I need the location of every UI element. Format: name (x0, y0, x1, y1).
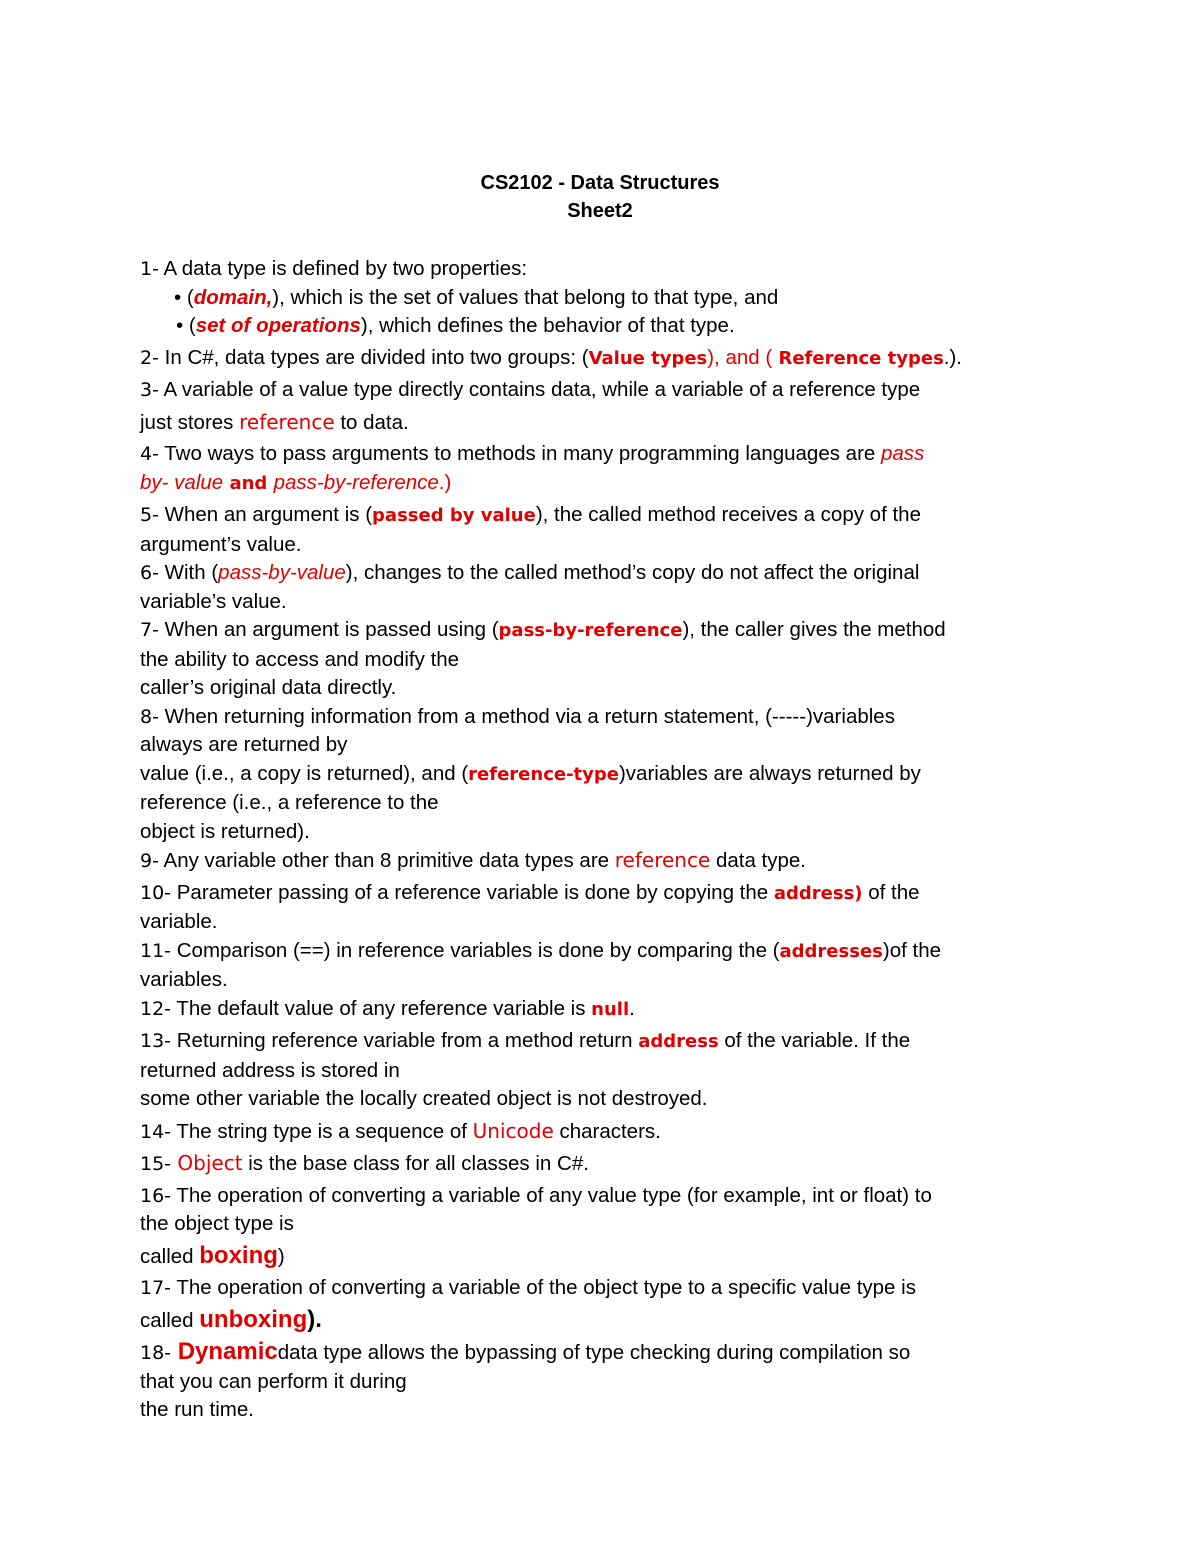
question-7-line-2: the ability to access and modify the (140, 647, 460, 671)
question-9: 9- Any variable other than 8 primitive data types are reference data type. (140, 848, 806, 872)
question-8-line-5: object is returned). (140, 819, 310, 843)
question-list (140, 255, 1060, 1425)
question-18: 18- Dynamicdata type allows the bypassing of type checking during compilation so (140, 1338, 911, 1365)
question-8-line-3: value (i.e., a copy is returned), and (reference-type)variables are always returned by (140, 761, 921, 785)
question-6-line-2: variable’s value. (140, 589, 287, 613)
answer-passed-by-value: passed by value (372, 505, 536, 526)
question-15: 15- Object is the base class for all classes in C#. (140, 1151, 589, 1175)
answer-reference-data-type: reference (614, 848, 711, 872)
answer-null: null (591, 998, 630, 1020)
answer-boxing: boxing (199, 1241, 278, 1269)
answer-set-of-operations: set of operations (195, 314, 361, 337)
question-5-line-2: argument’s value. (140, 532, 302, 556)
question-1-bullet-2: • (set of operations), which defines the behavior of that type. (176, 314, 735, 337)
question-16-line-2: the object type is (140, 1212, 294, 1235)
question-16: 16- The operation of converting a variable of any value type (for example, int or float) to (140, 1183, 932, 1207)
answer-reference: reference (239, 409, 335, 434)
question-17-line-2: called unboxing). (140, 1305, 322, 1333)
answer-domain: domain, (193, 285, 273, 309)
answer-address-2: address (638, 1031, 719, 1052)
question-8-line-4: reference (i.e., a reference to the (140, 791, 439, 814)
answer-pass-by-reference-2: pass-by-reference (498, 620, 683, 641)
question-4-line-2: by- value and pass-by-reference.) (140, 470, 452, 494)
question-5: 5- When an argument is (passed by value), the called method receives a copy of the (140, 503, 921, 526)
answer-address: address) (773, 882, 863, 904)
document-title: CS2102 - Data Structures (480, 172, 720, 194)
question-1-bullet-1: • (domain,), which is the set of values that belong to that type, and (174, 285, 779, 309)
question-7: 7- When an argument is passed using (pass-by-reference), the caller gives the method (140, 618, 946, 641)
answer-value-types: Value types (588, 347, 708, 369)
question-12: 12- The default value of any reference variable is null. (140, 996, 635, 1020)
answer-pass-by-value: pass (881, 442, 925, 465)
question-1: 1- A data type is defined by two properties: (140, 257, 528, 280)
question-14: 14- The string type is a sequence of Unicode characters. (140, 1118, 661, 1143)
question-6: 6- With (pass-by-value), changes to the called method’s copy do not affect the original (140, 561, 920, 584)
question-11: 11- Comparison (==) in reference variables is done by comparing the (addresses)of the (140, 938, 941, 962)
question-13-line-2: returned address is stored in (140, 1058, 400, 1082)
question-3: 3- A variable of a value type directly contains data, while a variable of a reference type (140, 378, 921, 401)
answer-unicode: Unicode (472, 1118, 554, 1143)
question-13: 13- Returning reference variable from a method return address of the variable. If the (140, 1029, 911, 1052)
question-16-line-3: called boxing) (140, 1241, 285, 1269)
answer-dynamic: Dynamic (171, 1338, 278, 1365)
answer-reference-type: reference-type (468, 763, 619, 785)
question-18-line-2: that you can perform it during (140, 1369, 407, 1393)
answer-addresses: addresses (779, 940, 883, 962)
question-7-line-3: caller’s original data directly. (140, 676, 397, 699)
question-3-line-2: just stores reference to data. (140, 409, 409, 434)
question-8: 8- When returning information from a method via a return statement, (-----)variables (140, 704, 895, 728)
question-4: 4- Two ways to pass arguments to methods in many programming languages are pass (140, 442, 925, 465)
answer-unboxing: unboxing (199, 1305, 308, 1333)
question-8-line-2: always are returned by (140, 733, 348, 756)
question-18-line-3: the run time. (140, 1398, 254, 1421)
question-11-line-2: variables. (140, 968, 228, 991)
document-subtitle: Sheet2 (567, 200, 633, 222)
question-2: 2- In C#, data types are divided into two groups: (Value types), and ( Reference types.). (140, 345, 962, 369)
answer-pass-by-reference: pass-by-reference (273, 470, 439, 494)
answer-reference-types: Reference types (772, 347, 944, 369)
answer-object: Object (171, 1151, 243, 1175)
question-17: 17- The operation of converting a variable of the object type to a specific value type is (140, 1276, 916, 1299)
question-13-line-3: some other variable the locally created object is not destroyed. (140, 1087, 708, 1110)
question-10: 10- Parameter passing of a reference variable is done by copying the address) of the (140, 880, 920, 904)
question-10-line-2: variable. (140, 910, 218, 933)
answer-pass-by-value-2: pass-by-value (218, 561, 346, 584)
